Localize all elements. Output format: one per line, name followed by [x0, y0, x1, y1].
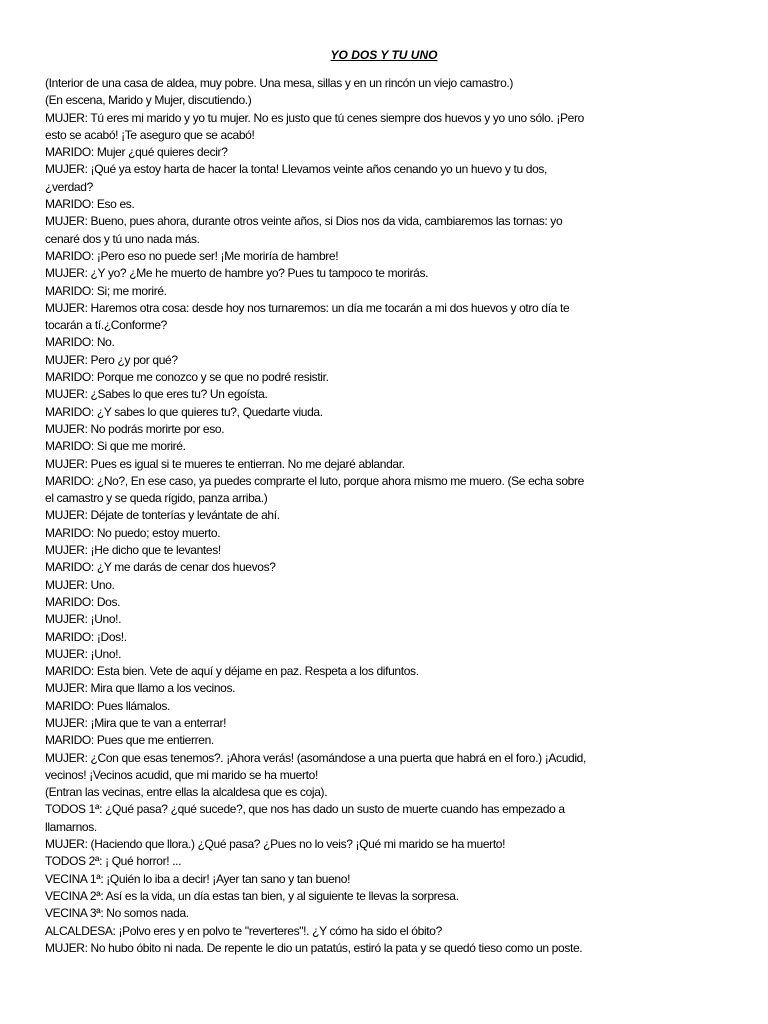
text-line: MARIDO: Mujer ¿qué quieres decir?: [45, 145, 228, 160]
text-line: MUJER: Haremos otra cosa: desde hoy nos turnaremos: un día me tocarán a mi dos huevos y otro día te: [45, 300, 570, 315]
text-line: MUJER: ¡Uno!.: [45, 612, 122, 627]
document-body: [45, 75, 725, 957]
text-line: MUJER: Bueno, pues ahora, durante otros veinte años, si Dios nos da vida, cambiaremos las tornas: yo: [45, 214, 563, 229]
text-line: el camastro y se queda rígido, panza arriba.): [45, 491, 268, 506]
text-line: TODOS 2ª: ¡ Qué horror! ...: [45, 854, 182, 869]
text-line: MARIDO: Dos.: [45, 594, 121, 609]
text-line: MUJER: Mira que llamo a los vecinos.: [45, 681, 236, 696]
text-line: MARIDO: ¡Pero eso no puede ser! ¡Me moriría de hambre!: [45, 248, 339, 263]
text-line: llamarnos.: [45, 819, 97, 834]
text-line: esto se acabó! ¡Te aseguro que se acabó!: [45, 127, 255, 142]
text-line: (Entran las vecinas, entre ellas la alcaldesa que es coja).: [45, 785, 328, 800]
text-line: MARIDO: Si; me moriré.: [45, 283, 167, 298]
text-line: tocarán a tí.¿Conforme?: [45, 318, 168, 333]
text-line: MUJER: ¿Con que esas tenemos?. ¡Ahora verás! (asomándose a una puerta que habrá en el foro.) ¡Acudid,: [45, 750, 586, 765]
text-line: MUJER: No podrás morirte por eso.: [45, 421, 225, 436]
text-line: MUJER: ¡He dicho que te levantes!: [45, 543, 221, 558]
text-line: cenaré dos y tú uno nada más.: [45, 231, 200, 246]
text-line: MARIDO: Esta bien. Vete de aquí y déjame en paz. Respeta a los difuntos.: [45, 664, 419, 679]
text-line: MARIDO: ¡Dos!.: [45, 629, 127, 644]
text-line: MARIDO: ¿Y me darás de cenar dos huevos?: [45, 560, 276, 575]
text-line: MARIDO: No puedo; estoy muerto.: [45, 525, 221, 540]
text-line: MUJER: ¿Sabes lo que eres tu? Un egoísta.: [45, 387, 268, 402]
text-line: MUJER: Pero ¿y por qué?: [45, 352, 178, 367]
text-line: MARIDO: Eso es.: [45, 197, 135, 212]
text-line: MUJER: ¡Qué ya estoy harta de hacer la tonta! Llevamos veinte años cenando yo un huevo y tu dos,: [45, 162, 548, 177]
text-line: MARIDO: Si que me moriré.: [45, 439, 186, 454]
text-line: VECINA 3ª: No somos nada.: [45, 906, 189, 921]
text-line: MUJER: (Haciendo que llora.) ¿Qué pasa? ¿Pues no lo veis? ¡Qué mi marido se ha muerto!: [45, 837, 506, 852]
text-line: MUJER: Pues es igual si te mueres te entierran. No me dejaré ablandar.: [45, 456, 405, 471]
text-line: MARIDO: ¿No?, En ese caso, ya puedes comprarte el luto, porque ahora mismo me muero. (Se echa sobre: [45, 473, 584, 488]
text-line: MUJER: Déjate de tonterías y levántate de ahí.: [45, 508, 280, 523]
text-line: MARIDO: ¿Y sabes lo que quieres tu?, Quedarte viuda.: [45, 404, 323, 419]
text-line: MARIDO: Pues llámalos.: [45, 698, 171, 713]
text-line: MUJER: ¿Y yo? ¿Me he muerto de hambre yo? Pues tu tampoco te morirás.: [45, 266, 429, 281]
text-line: VECINA 2ª: Así es la vida, un día estas tan bien, y al siguiente te llevas la sorpresa.: [45, 888, 459, 903]
text-line: MUJER: Tú eres mi marido y yo tu mujer. No es justo que tú cenes siempre dos huevos y yo uno sólo. ¡Pero: [45, 110, 584, 125]
document-title: YO DOS Y TU UNO: [330, 48, 438, 62]
text-line: MARIDO: Porque me conozco y se que no podré resistir.: [45, 370, 329, 385]
text-line: (Interior de una casa de aldea, muy pobre. Una mesa, sillas y en un rincón un viejo camastro.): [45, 76, 514, 90]
text-line: TODOS 1ª: ¿Qué pasa? ¿qué sucede?, que nos has dado un susto de muerte cuando has empezado a: [45, 802, 565, 817]
text-line: MARIDO: Pues que me entierren.: [45, 733, 214, 748]
text-line: ¿verdad?: [45, 179, 93, 194]
text-line: VECINA 1ª: ¡Quién lo iba a decir! ¡Ayer tan sano y tan bueno!: [45, 871, 351, 886]
text-line: MUJER: Uno.: [45, 577, 115, 592]
text-line: vecinos! ¡Vecinos acudid, que mi marido se ha muerto!: [45, 767, 318, 782]
text-line: MUJER: ¡Uno!.: [45, 646, 122, 661]
text-line: MUJER: ¡Mira que te van a enterrar!: [45, 715, 227, 730]
text-line: ALCALDESA: ¡Polvo eres y en polvo te "reverteres"!. ¿Y cómo ha sido el óbito?: [45, 923, 442, 938]
text-line: (En escena, Marido y Mujer, discutiendo.): [45, 93, 252, 108]
text-line: MARIDO: No.: [45, 335, 115, 350]
text-line: MUJER: No hubo óbito ni nada. De repente le dio un patatús, estiró la pata y se quedó tieso como un poste.: [45, 940, 583, 955]
